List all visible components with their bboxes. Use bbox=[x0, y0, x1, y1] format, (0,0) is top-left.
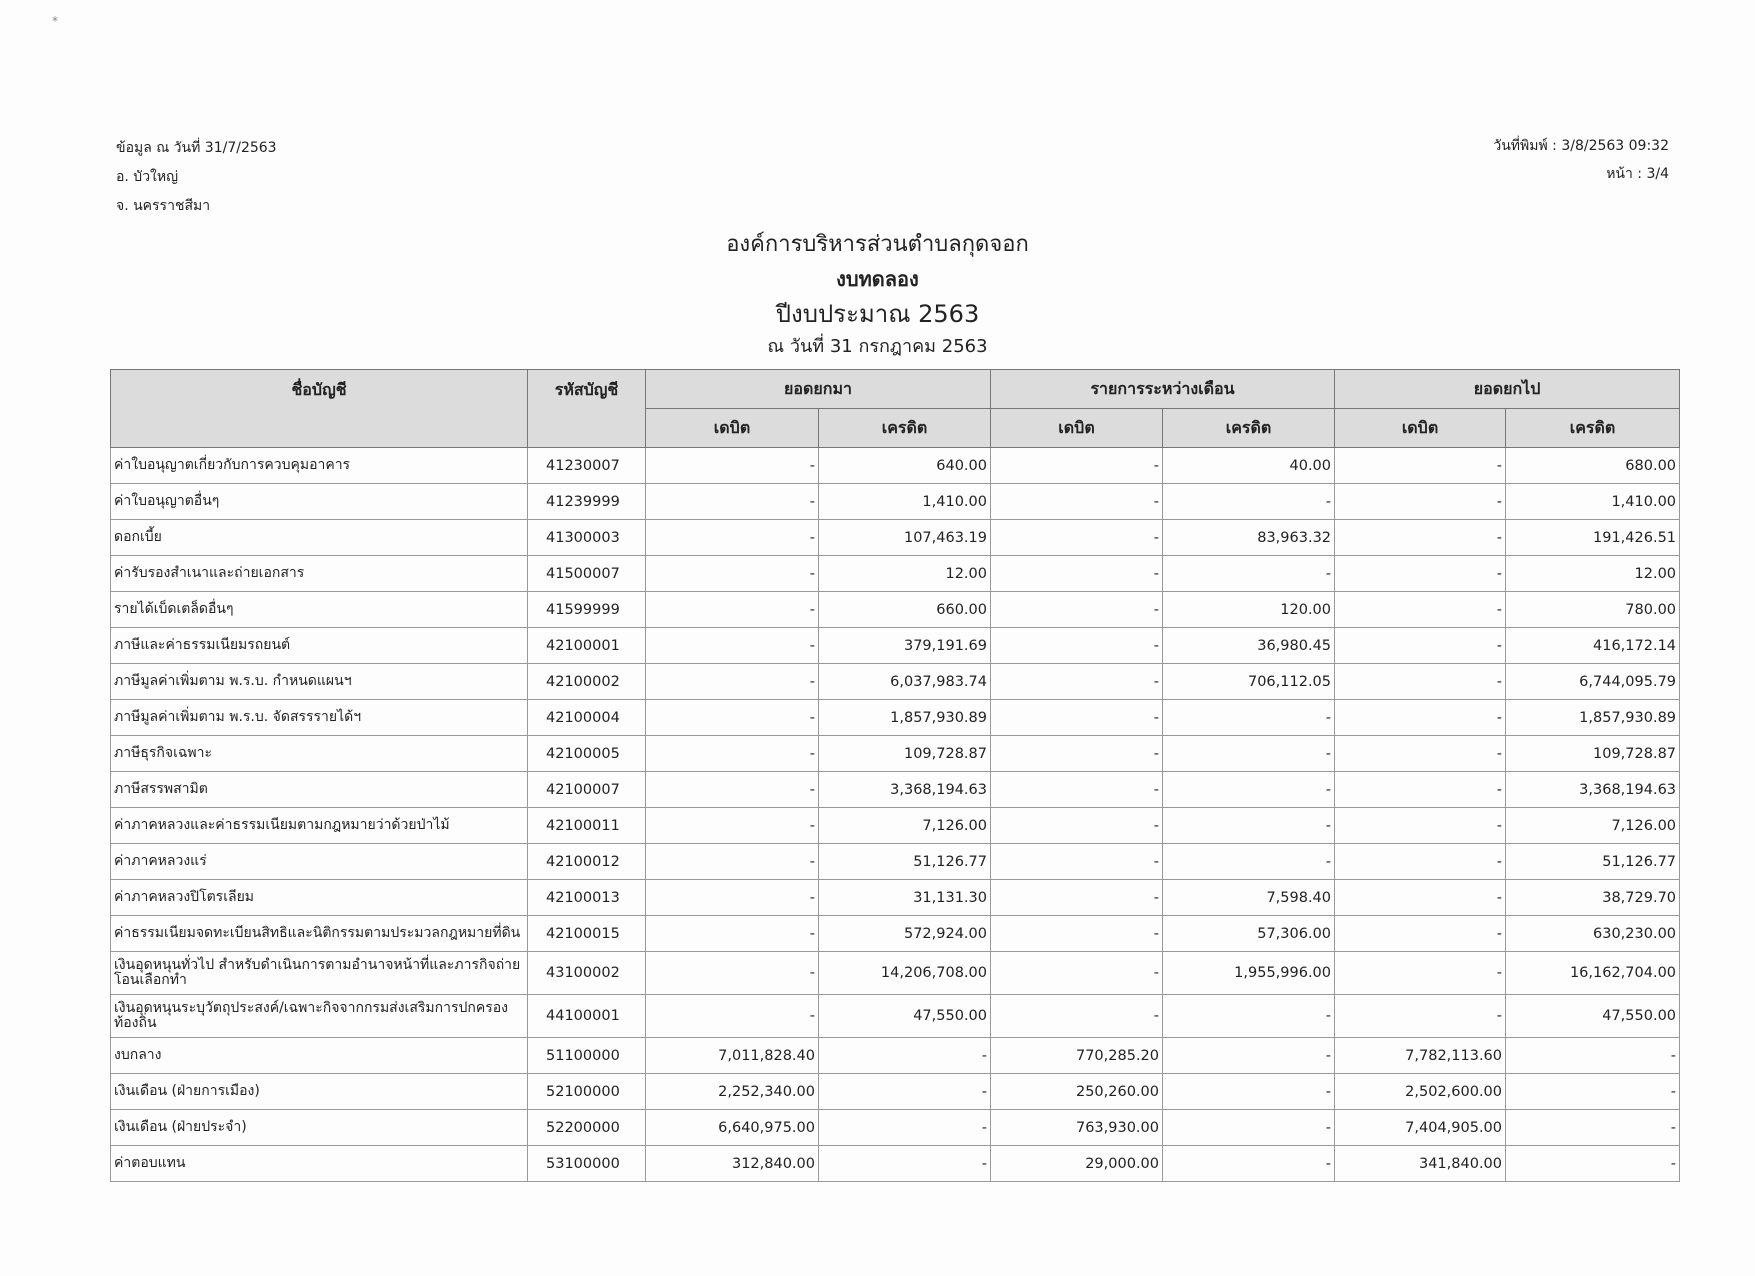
month-debit-cell: 29,000.00 bbox=[991, 1146, 1163, 1182]
month-credit-cell: - bbox=[1163, 844, 1335, 880]
month-credit-cell: 120.00 bbox=[1163, 592, 1335, 628]
bf-debit-cell: - bbox=[646, 592, 819, 628]
month-debit-cell: - bbox=[991, 808, 1163, 844]
bf-debit-cell: - bbox=[646, 520, 819, 556]
account-code-cell: 43100002 bbox=[528, 952, 646, 995]
account-code-cell: 42100007 bbox=[528, 772, 646, 808]
account-code-cell: 42100013 bbox=[528, 880, 646, 916]
cf-credit-cell: - bbox=[1506, 1074, 1680, 1110]
report-title-block bbox=[0, 228, 1755, 362]
month-credit-cell: - bbox=[1163, 1146, 1335, 1182]
bf-credit-cell: 109,728.87 bbox=[819, 736, 991, 772]
account-code-cell: 42100001 bbox=[528, 628, 646, 664]
month-debit-cell: - bbox=[991, 995, 1163, 1038]
account-code-cell: 42100015 bbox=[528, 916, 646, 952]
month-debit-cell: - bbox=[991, 844, 1163, 880]
table-row bbox=[111, 628, 1680, 664]
cf-credit-cell: 1,410.00 bbox=[1506, 484, 1680, 520]
bf-debit-cell: - bbox=[646, 448, 819, 484]
cf-credit-cell: 47,550.00 bbox=[1506, 995, 1680, 1038]
month-debit-cell: - bbox=[991, 556, 1163, 592]
fiscal-year: ปีงบประมาณ 2563 bbox=[775, 300, 980, 328]
col-cf-debit: เดบิต bbox=[1335, 409, 1506, 448]
account-code-cell: 51100000 bbox=[528, 1038, 646, 1074]
cf-credit-cell: 191,426.51 bbox=[1506, 520, 1680, 556]
cf-credit-cell: - bbox=[1506, 1038, 1680, 1074]
month-credit-cell: - bbox=[1163, 484, 1335, 520]
bf-credit-cell: 31,131.30 bbox=[819, 880, 991, 916]
cf-credit-cell: 38,729.70 bbox=[1506, 880, 1680, 916]
bf-debit-cell: - bbox=[646, 916, 819, 952]
table-row bbox=[111, 448, 1680, 484]
month-debit-cell: - bbox=[991, 664, 1163, 700]
cf-debit-cell: 7,782,113.60 bbox=[1335, 1038, 1506, 1074]
account-code-cell: 41300003 bbox=[528, 520, 646, 556]
col-m-credit: เครดิต bbox=[1163, 409, 1335, 448]
cf-debit-cell: - bbox=[1335, 995, 1506, 1038]
table-row bbox=[111, 995, 1680, 1038]
table-row bbox=[111, 1146, 1680, 1182]
table-body bbox=[111, 448, 1680, 1182]
cf-credit-cell: 109,728.87 bbox=[1506, 736, 1680, 772]
table-row bbox=[111, 1110, 1680, 1146]
month-credit-cell: 706,112.05 bbox=[1163, 664, 1335, 700]
cf-credit-cell: 680.00 bbox=[1506, 448, 1680, 484]
cf-credit-cell: - bbox=[1506, 1146, 1680, 1182]
account-code-cell: 41599999 bbox=[528, 592, 646, 628]
month-credit-cell: 57,306.00 bbox=[1163, 916, 1335, 952]
cf-debit-cell: - bbox=[1335, 952, 1506, 995]
bf-credit-cell: 660.00 bbox=[819, 592, 991, 628]
month-credit-cell: - bbox=[1163, 772, 1335, 808]
as-of-date: ณ วันที่ 31 กรกฎาคม 2563 bbox=[767, 336, 988, 357]
bf-credit-cell: 47,550.00 bbox=[819, 995, 991, 1038]
report-meta-left bbox=[116, 134, 277, 221]
month-debit-cell: - bbox=[991, 628, 1163, 664]
cf-debit-cell: 2,502,600.00 bbox=[1335, 1074, 1506, 1110]
table-row bbox=[111, 700, 1680, 736]
bf-credit-cell: 51,126.77 bbox=[819, 844, 991, 880]
month-credit-cell: 36,980.45 bbox=[1163, 628, 1335, 664]
month-debit-cell: 770,285.20 bbox=[991, 1038, 1163, 1074]
bf-credit-cell: 14,206,708.00 bbox=[819, 952, 991, 995]
cf-debit-cell: 341,840.00 bbox=[1335, 1146, 1506, 1182]
month-debit-cell: - bbox=[991, 772, 1163, 808]
scan-speck: * bbox=[52, 14, 58, 28]
bf-credit-cell: - bbox=[819, 1074, 991, 1110]
bf-credit-cell: 107,463.19 bbox=[819, 520, 991, 556]
account-name-cell: เงินอุดหนุนระบุวัตถุประสงค์/เฉพาะกิจจากกรมส่งเสริมการปกครองท้องถิ่น bbox=[111, 995, 528, 1038]
account-name-cell: ค่าตอบแทน bbox=[111, 1146, 528, 1182]
month-credit-cell: 40.00 bbox=[1163, 448, 1335, 484]
data-date: ข้อมูล ณ วันที่ 31/7/2563 bbox=[116, 140, 277, 156]
report-title: งบทดลอง bbox=[836, 267, 919, 291]
col-carried-forward: ยอดยกไป bbox=[1335, 370, 1680, 409]
col-during-month: รายการระหว่างเดือน bbox=[991, 370, 1335, 409]
month-debit-cell: - bbox=[991, 448, 1163, 484]
account-name-cell: ภาษีธุรกิจเฉพาะ bbox=[111, 736, 528, 772]
month-credit-cell: 1,955,996.00 bbox=[1163, 952, 1335, 995]
cf-credit-cell: 6,744,095.79 bbox=[1506, 664, 1680, 700]
cf-debit-cell: - bbox=[1335, 592, 1506, 628]
account-code-cell: 41239999 bbox=[528, 484, 646, 520]
bf-debit-cell: - bbox=[646, 844, 819, 880]
cf-credit-cell: 630,230.00 bbox=[1506, 916, 1680, 952]
cf-credit-cell: - bbox=[1506, 1110, 1680, 1146]
table-row bbox=[111, 484, 1680, 520]
month-debit-cell: - bbox=[991, 700, 1163, 736]
bf-credit-cell: 1,410.00 bbox=[819, 484, 991, 520]
cf-credit-cell: 7,126.00 bbox=[1506, 808, 1680, 844]
account-code-cell: 42100005 bbox=[528, 736, 646, 772]
account-name-cell: ค่าภาคหลวงและค่าธรรมเนียมตามกฎหมายว่าด้วยป่าไม้ bbox=[111, 808, 528, 844]
cf-debit-cell: 7,404,905.00 bbox=[1335, 1110, 1506, 1146]
bf-debit-cell: - bbox=[646, 772, 819, 808]
cf-debit-cell: - bbox=[1335, 556, 1506, 592]
account-code-cell: 42100004 bbox=[528, 700, 646, 736]
table-row bbox=[111, 664, 1680, 700]
bf-debit-cell: - bbox=[646, 700, 819, 736]
cf-debit-cell: - bbox=[1335, 520, 1506, 556]
bf-debit-cell: - bbox=[646, 628, 819, 664]
cf-debit-cell: - bbox=[1335, 916, 1506, 952]
col-account-name: ชื่อบัญชี bbox=[111, 370, 528, 448]
bf-credit-cell: 12.00 bbox=[819, 556, 991, 592]
account-name-cell: เงินเดือน (ฝ่ายการเมือง) bbox=[111, 1074, 528, 1110]
col-m-debit: เดบิต bbox=[991, 409, 1163, 448]
month-credit-cell: - bbox=[1163, 1038, 1335, 1074]
month-debit-cell: - bbox=[991, 952, 1163, 995]
col-brought-forward: ยอดยกมา bbox=[646, 370, 991, 409]
cf-debit-cell: - bbox=[1335, 628, 1506, 664]
month-debit-cell: - bbox=[991, 484, 1163, 520]
table-row bbox=[111, 520, 1680, 556]
account-name-cell: งบกลาง bbox=[111, 1038, 528, 1074]
month-credit-cell: - bbox=[1163, 700, 1335, 736]
table-row bbox=[111, 844, 1680, 880]
table-row bbox=[111, 592, 1680, 628]
bf-debit-cell: - bbox=[646, 952, 819, 995]
account-code-cell: 41230007 bbox=[528, 448, 646, 484]
table-row bbox=[111, 1074, 1680, 1110]
table-row bbox=[111, 916, 1680, 952]
bf-debit-cell: - bbox=[646, 808, 819, 844]
account-name-cell: ดอกเบี้ย bbox=[111, 520, 528, 556]
table-row bbox=[111, 880, 1680, 916]
table-row bbox=[111, 772, 1680, 808]
cf-debit-cell: - bbox=[1335, 484, 1506, 520]
bf-debit-cell: - bbox=[646, 736, 819, 772]
month-credit-cell: - bbox=[1163, 556, 1335, 592]
cf-debit-cell: - bbox=[1335, 880, 1506, 916]
account-name-cell: ภาษีสรรพสามิต bbox=[111, 772, 528, 808]
district: อ. บัวใหญ่ bbox=[116, 169, 179, 185]
account-name-cell: ภาษีมูลค่าเพิ่มตาม พ.ร.บ. กำหนดแผนฯ bbox=[111, 664, 528, 700]
bf-debit-cell: - bbox=[646, 880, 819, 916]
cf-debit-cell: - bbox=[1335, 844, 1506, 880]
month-debit-cell: 763,930.00 bbox=[991, 1110, 1163, 1146]
bf-debit-cell: - bbox=[646, 556, 819, 592]
cf-debit-cell: - bbox=[1335, 736, 1506, 772]
cf-credit-cell: 16,162,704.00 bbox=[1506, 952, 1680, 995]
report-meta-right bbox=[1493, 132, 1669, 188]
bf-credit-cell: - bbox=[819, 1110, 991, 1146]
account-code-cell: 52200000 bbox=[528, 1110, 646, 1146]
trial-balance-table bbox=[110, 369, 1680, 1182]
col-account-code: รหัสบัญชี bbox=[528, 370, 646, 448]
account-name-cell: ภาษีมูลค่าเพิ่มตาม พ.ร.บ. จัดสรรรายได้ฯ bbox=[111, 700, 528, 736]
table-row bbox=[111, 736, 1680, 772]
bf-credit-cell: 1,857,930.89 bbox=[819, 700, 991, 736]
table-row bbox=[111, 1038, 1680, 1074]
account-name-cell: ภาษีและค่าธรรมเนียมรถยนต์ bbox=[111, 628, 528, 664]
account-name-cell: ค่าใบอนุญาตเกี่ยวกับการควบคุมอาคาร bbox=[111, 448, 528, 484]
month-credit-cell: - bbox=[1163, 995, 1335, 1038]
col-bf-credit: เครดิต bbox=[819, 409, 991, 448]
cf-credit-cell: 1,857,930.89 bbox=[1506, 700, 1680, 736]
account-name-cell: ค่าธรรมเนียมจดทะเบียนสิทธิและนิติกรรมตามประมวลกฎหมายที่ดิน bbox=[111, 916, 528, 952]
month-debit-cell: - bbox=[991, 916, 1163, 952]
bf-credit-cell: 640.00 bbox=[819, 448, 991, 484]
bf-credit-cell: 7,126.00 bbox=[819, 808, 991, 844]
province: จ. นครราชสีมา bbox=[116, 198, 211, 214]
col-cf-credit: เครดิต bbox=[1506, 409, 1680, 448]
account-code-cell: 42100012 bbox=[528, 844, 646, 880]
month-credit-cell: - bbox=[1163, 1110, 1335, 1146]
month-credit-cell: 7,598.40 bbox=[1163, 880, 1335, 916]
table-row bbox=[111, 808, 1680, 844]
cf-debit-cell: - bbox=[1335, 808, 1506, 844]
cf-credit-cell: 780.00 bbox=[1506, 592, 1680, 628]
table-row bbox=[111, 556, 1680, 592]
bf-debit-cell: 2,252,340.00 bbox=[646, 1074, 819, 1110]
bf-credit-cell: 3,368,194.63 bbox=[819, 772, 991, 808]
cf-debit-cell: - bbox=[1335, 772, 1506, 808]
cf-debit-cell: - bbox=[1335, 700, 1506, 736]
cf-credit-cell: 416,172.14 bbox=[1506, 628, 1680, 664]
month-credit-cell: - bbox=[1163, 1074, 1335, 1110]
bf-debit-cell: - bbox=[646, 995, 819, 1038]
account-code-cell: 41500007 bbox=[528, 556, 646, 592]
col-bf-debit: เดบิต bbox=[646, 409, 819, 448]
bf-debit-cell: 6,640,975.00 bbox=[646, 1110, 819, 1146]
month-credit-cell: 83,963.32 bbox=[1163, 520, 1335, 556]
month-credit-cell: - bbox=[1163, 736, 1335, 772]
bf-debit-cell: - bbox=[646, 484, 819, 520]
account-name-cell: รายได้เบ็ดเตล็ดอื่นๆ bbox=[111, 592, 528, 628]
account-name-cell: ค่ารับรองสำเนาและถ่ายเอกสาร bbox=[111, 556, 528, 592]
cf-debit-cell: - bbox=[1335, 664, 1506, 700]
bf-credit-cell: 379,191.69 bbox=[819, 628, 991, 664]
organization-name: องค์การบริหารส่วนตำบลกุดจอก bbox=[726, 232, 1029, 257]
account-name-cell: เงินเดือน (ฝ่ายประจำ) bbox=[111, 1110, 528, 1146]
month-debit-cell: - bbox=[991, 880, 1163, 916]
month-debit-cell: - bbox=[991, 592, 1163, 628]
bf-credit-cell: - bbox=[819, 1038, 991, 1074]
cf-credit-cell: 12.00 bbox=[1506, 556, 1680, 592]
month-debit-cell: - bbox=[991, 736, 1163, 772]
account-name-cell: ค่าภาคหลวงปิโตรเลียม bbox=[111, 880, 528, 916]
account-code-cell: 42100002 bbox=[528, 664, 646, 700]
print-date: วันที่พิมพ์ : 3/8/2563 09:32 bbox=[1493, 138, 1669, 154]
account-code-cell: 42100011 bbox=[528, 808, 646, 844]
page-number: หน้า : 3/4 bbox=[1606, 166, 1669, 182]
bf-debit-cell: - bbox=[646, 664, 819, 700]
bf-credit-cell: - bbox=[819, 1146, 991, 1182]
account-name-cell: ค่าภาคหลวงแร่ bbox=[111, 844, 528, 880]
table-row bbox=[111, 952, 1680, 995]
bf-debit-cell: 7,011,828.40 bbox=[646, 1038, 819, 1074]
bf-debit-cell: 312,840.00 bbox=[646, 1146, 819, 1182]
cf-credit-cell: 3,368,194.63 bbox=[1506, 772, 1680, 808]
month-debit-cell: 250,260.00 bbox=[991, 1074, 1163, 1110]
account-name-cell: เงินอุดหนุนทั่วไป สำหรับดำเนินการตามอำนาจหน้าที่และภารกิจถ่ายโอนเลือกทำ bbox=[111, 952, 528, 995]
month-debit-cell: - bbox=[991, 520, 1163, 556]
bf-credit-cell: 572,924.00 bbox=[819, 916, 991, 952]
month-credit-cell: - bbox=[1163, 808, 1335, 844]
account-name-cell: ค่าใบอนุญาตอื่นๆ bbox=[111, 484, 528, 520]
bf-credit-cell: 6,037,983.74 bbox=[819, 664, 991, 700]
account-code-cell: 53100000 bbox=[528, 1146, 646, 1182]
cf-credit-cell: 51,126.77 bbox=[1506, 844, 1680, 880]
account-code-cell: 44100001 bbox=[528, 995, 646, 1038]
account-code-cell: 52100000 bbox=[528, 1074, 646, 1110]
cf-debit-cell: - bbox=[1335, 448, 1506, 484]
